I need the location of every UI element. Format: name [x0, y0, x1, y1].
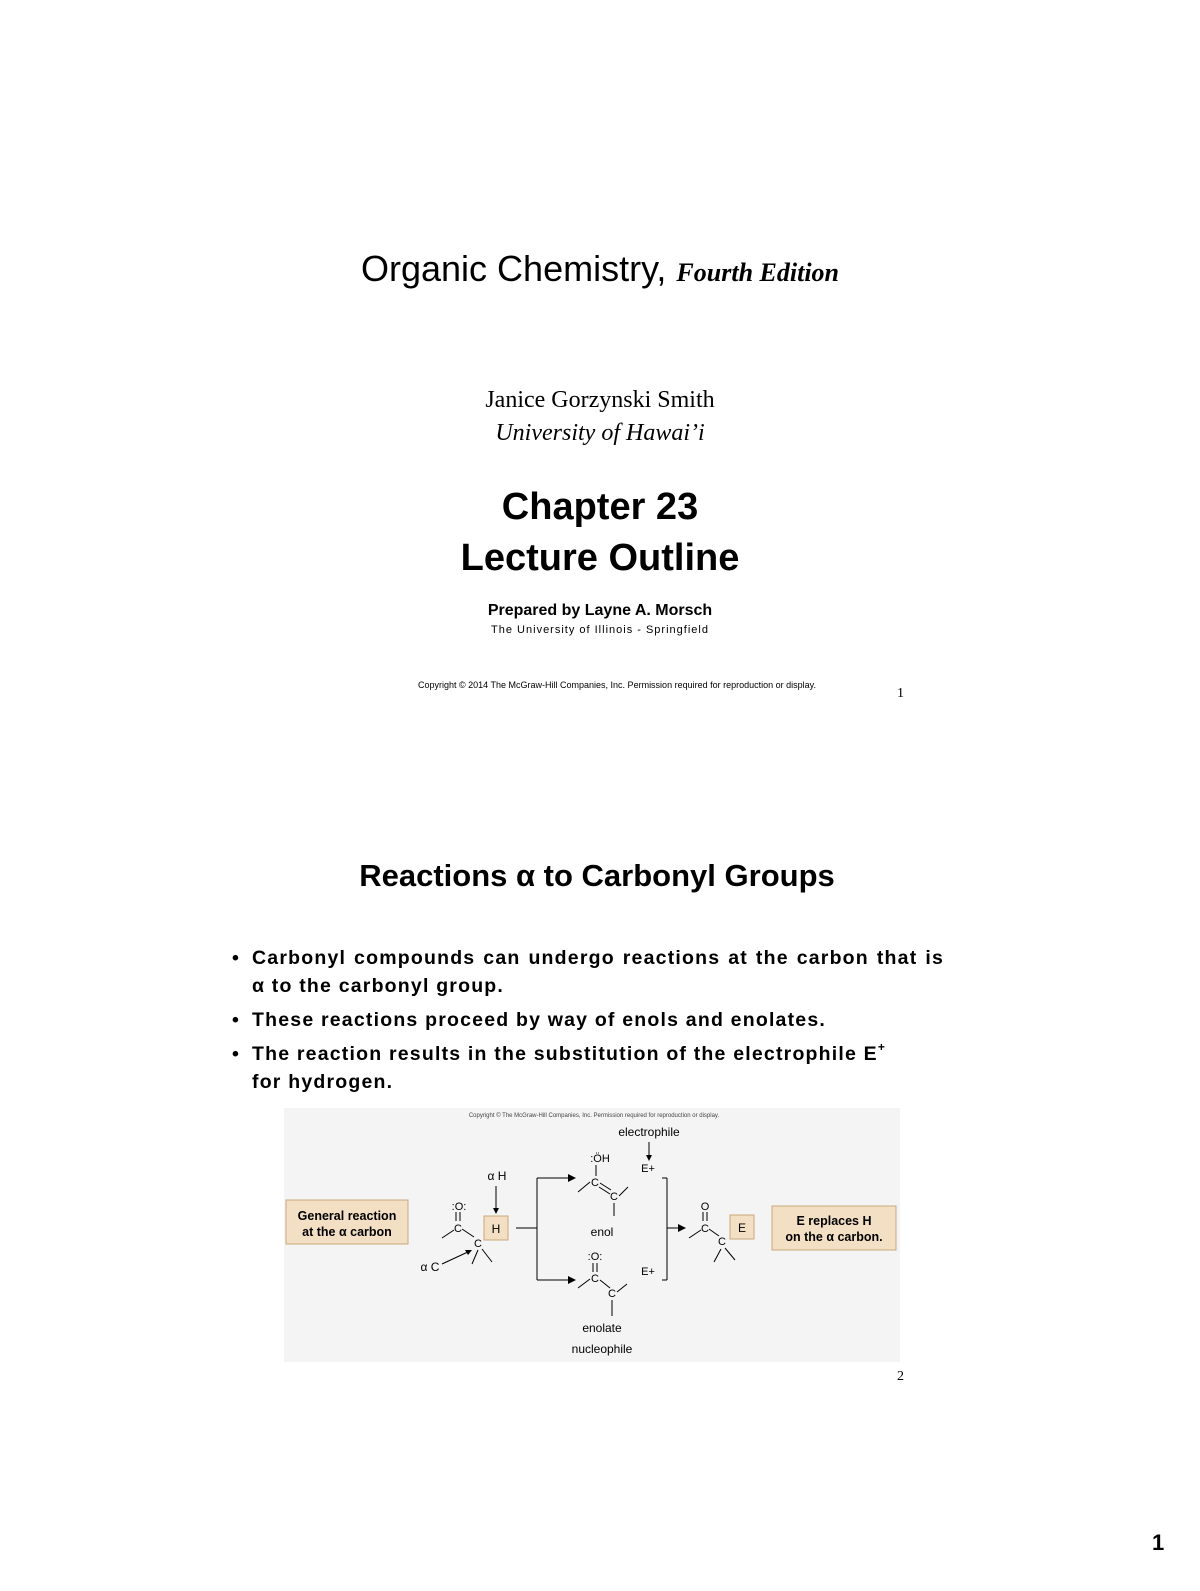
product-oxygen: O	[700, 1201, 710, 1213]
figure-copyright: Copyright © The McGraw-Hill Companies, Inc. Permission required for reproduction or display.	[468, 1113, 720, 1119]
enol-e-plus: E+	[641, 1163, 655, 1175]
book-title	[0, 248, 1200, 290]
slide-title: Reactions α to Carbonyl Groups	[359, 858, 835, 893]
svg-text:C: C	[608, 1288, 616, 1300]
enolate-oxygen: :O:	[587, 1251, 603, 1263]
general-reaction-line1: General reaction	[297, 1209, 397, 1223]
bullet-item: • Carbonyl compounds can undergo reactions at the carbon that is α to the carbonyl group.	[232, 944, 944, 1000]
carbonyl-oxygen: :O:	[451, 1201, 467, 1213]
chapter-heading	[0, 482, 1200, 584]
preparer-affiliation: The University of Illinois - Springfield	[491, 624, 709, 636]
svg-text:C: C	[701, 1223, 709, 1235]
book-title-text: Organic Chemistry,	[361, 248, 667, 289]
bullet-icon: •	[232, 1009, 241, 1031]
edition-label: Fourth Edition	[676, 258, 839, 287]
bullet-item: • These reactions proceed by way of enols and enolates.	[232, 1006, 944, 1034]
enolate-e-plus: E+	[641, 1266, 655, 1278]
general-reaction-line2: at the α carbon	[302, 1225, 392, 1239]
nucleophile-label: nucleophile	[571, 1342, 633, 1356]
copyright-notice: Copyright © 2014 The McGraw-Hill Companies, Inc. Permission required for reproduction or display.	[418, 680, 816, 690]
bullet-item: • The reaction results in the substitution of the electrophile E+ for hydrogen.	[232, 1040, 887, 1093]
svg-text:C: C	[454, 1223, 462, 1235]
chapter-subtitle: Lecture Outline	[460, 537, 740, 579]
alpha-h-in-box: H	[491, 1222, 501, 1236]
reaction-diagram	[284, 1108, 900, 1362]
alpha-h-label: α H	[487, 1169, 507, 1183]
enol-label: enol	[590, 1225, 614, 1239]
svg-text:C: C	[610, 1191, 618, 1203]
enol-oh: :ÖH	[590, 1153, 610, 1165]
electrophile-label: electrophile	[618, 1125, 680, 1139]
slide-number-1: 1	[897, 686, 904, 701]
chapter-number: Chapter 23	[501, 486, 699, 528]
e-replaces-h-line2: on the α carbon.	[785, 1230, 883, 1244]
svg-text:C: C	[591, 1273, 599, 1285]
prepared-by: Prepared by Layne A. Morsch	[487, 602, 713, 619]
bullet-list	[232, 944, 944, 1102]
bullet-icon: •	[232, 1043, 241, 1065]
alpha-c-label: α C	[420, 1260, 440, 1274]
author-affiliation: University of Hawai’i	[495, 420, 705, 446]
svg-text:C: C	[718, 1236, 726, 1248]
enolate-label: enolate	[582, 1321, 622, 1335]
slide-number-2: 2	[897, 1369, 904, 1384]
product-e-label: E	[737, 1221, 747, 1235]
author-name: Janice Gorzynski Smith	[485, 387, 715, 413]
svg-text:C: C	[474, 1238, 482, 1250]
e-replaces-h-line1: E replaces H	[796, 1214, 872, 1228]
svg-text:C: C	[591, 1177, 599, 1189]
page-number: 1	[1152, 1530, 1165, 1555]
bullet-icon: •	[232, 947, 241, 969]
